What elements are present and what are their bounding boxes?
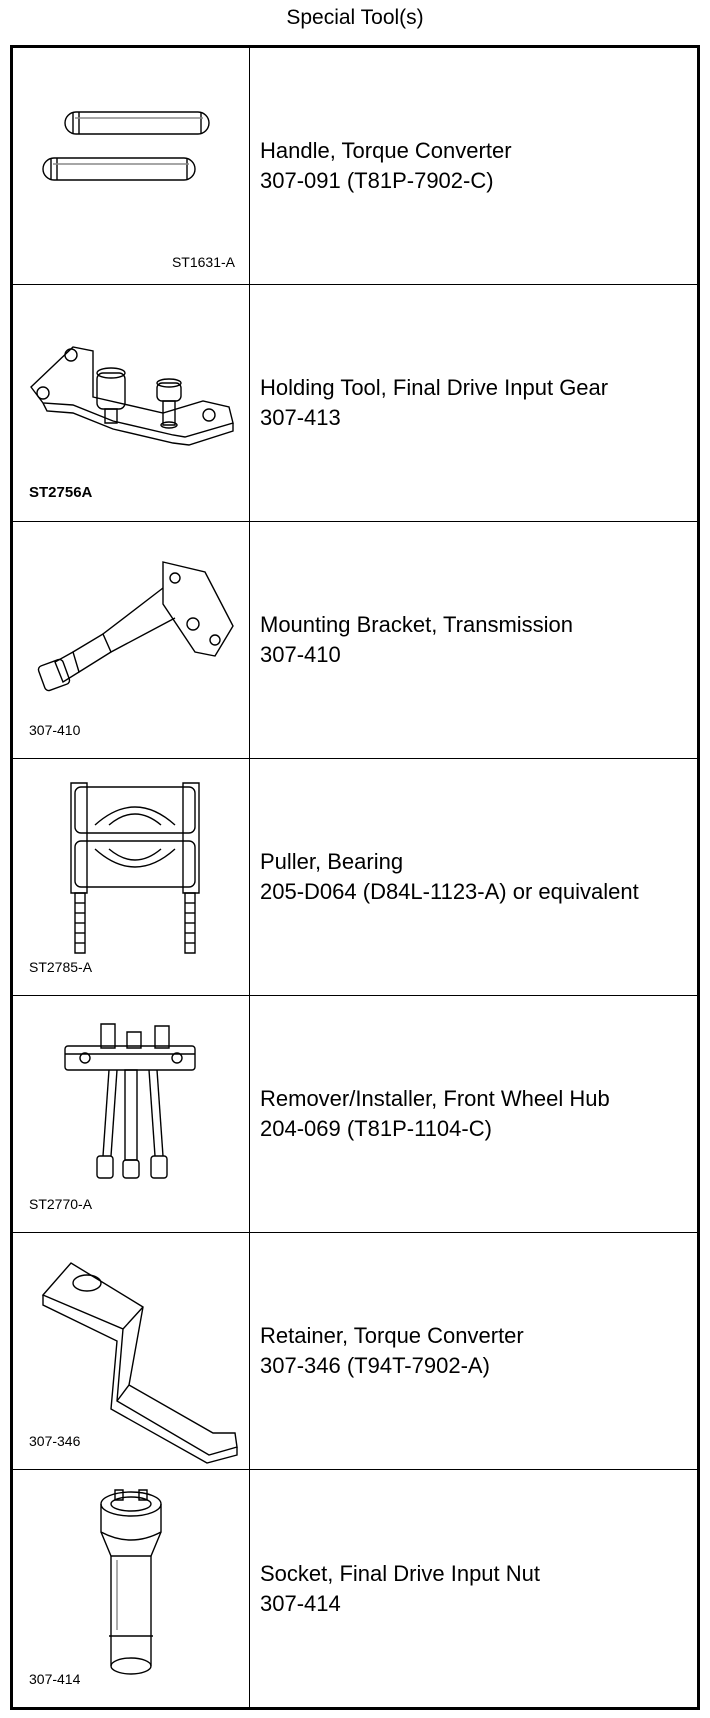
tool-name: Retainer, Torque Converter <box>260 1323 524 1348</box>
table-row <box>13 759 697 996</box>
tool-image-cell <box>13 1233 250 1469</box>
tool-name: Socket, Final Drive Input Nut <box>260 1560 541 1586</box>
tool-description <box>260 759 639 995</box>
tool-number: 205-D064 (D84L-1123-A) or equivalent <box>260 879 639 904</box>
tool-image-cell <box>13 996 250 1232</box>
page-title: Special Tool(s) <box>286 6 424 29</box>
table-row <box>13 1470 697 1707</box>
table-row <box>13 996 697 1233</box>
tool-image-code: 307-414 <box>29 1671 81 1687</box>
tool-name: Mounting Bracket, Transmission <box>260 612 574 637</box>
tool-name: Puller, Bearing <box>260 849 404 874</box>
tool-number: 307-414 <box>260 1590 341 1616</box>
tool-image-cell <box>13 285 250 521</box>
tool-number: 307-410 <box>260 642 341 667</box>
tool-description <box>260 48 512 284</box>
torque-converter-handle-icon <box>13 48 249 284</box>
tool-description <box>260 1470 540 1707</box>
table-row <box>13 48 697 285</box>
tool-image-code: 307-410 <box>29 722 81 738</box>
table-row <box>13 1233 697 1470</box>
tool-description <box>260 522 573 758</box>
tool-image-cell <box>13 48 250 284</box>
special-tools-table <box>10 45 700 1710</box>
tool-description <box>260 996 610 1232</box>
table-row <box>13 522 697 759</box>
tool-image-cell <box>13 1470 250 1707</box>
tool-image-code: 307-346 <box>29 1433 81 1449</box>
tool-image-code: ST2756A <box>29 484 93 501</box>
tool-image-code: ST1631-A <box>171 254 235 270</box>
tool-description <box>260 1233 524 1469</box>
tool-image-code: ST2785-A <box>29 959 93 975</box>
tool-image-cell <box>13 522 250 758</box>
tool-image-code: ST2770-A <box>29 1196 93 1212</box>
tool-number: 307-346 (T94T-7902-A) <box>260 1353 490 1378</box>
tool-description <box>260 285 608 521</box>
tool-number: 307-091 (T81P-7902-C) <box>260 168 494 193</box>
tool-number: 307-413 <box>260 405 341 430</box>
tool-name: Remover/Installer, Front Wheel Hub <box>260 1086 610 1111</box>
tool-number: 204-069 (T81P-1104-C) <box>260 1116 492 1141</box>
tool-name: Holding Tool, Final Drive Input Gear <box>260 375 609 400</box>
tool-name: Handle, Torque Converter <box>260 138 512 163</box>
tool-image-cell <box>13 759 250 995</box>
table-row <box>13 285 697 522</box>
